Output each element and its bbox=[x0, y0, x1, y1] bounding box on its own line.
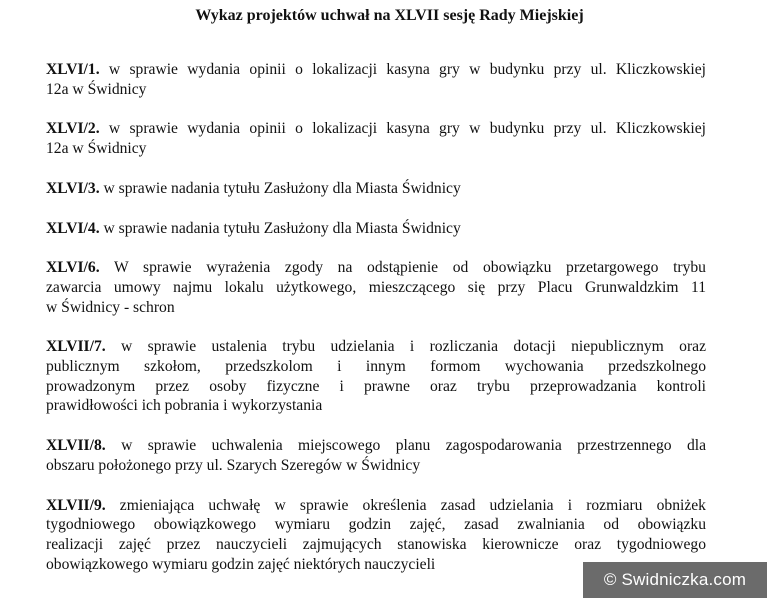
resolution-text: zmieniająca uchwałę w sprawie określenia zasad udzielania i rozmiaru obniżek bbox=[119, 496, 706, 514]
resolution-number: XLVII/7. bbox=[46, 338, 106, 356]
resolution-line bbox=[46, 219, 706, 239]
resolution-number: XLVI/2. bbox=[46, 120, 100, 138]
resolution-line bbox=[46, 515, 706, 535]
resolution-text: w sprawie ustalenia trybu udzielania i rozliczania dotacji niepublicznym oraz bbox=[121, 338, 706, 356]
resolution-number: XLVII/9. bbox=[46, 496, 106, 514]
resolution-text: 12a w Świdnicy bbox=[46, 80, 147, 98]
resolution-text: w Świdnicy - schron bbox=[46, 298, 175, 316]
resolution-text: w sprawie nadania tytułu Zasłużony dla Miasta Świdnicy bbox=[103, 219, 461, 237]
resolution-number: XLVI/1. bbox=[46, 61, 100, 78]
resolution-item bbox=[46, 179, 706, 199]
resolution-line bbox=[46, 456, 706, 476]
resolution-line bbox=[46, 139, 706, 159]
resolution-text: realizacji zajęć przez nauczycieli zajmujących stanowiska kierownicze oraz tygodniowego bbox=[46, 535, 706, 553]
resolution-text: 12a w Świdnicy bbox=[46, 140, 147, 158]
resolution-text: publicznym szkołom, przedszkolom i innym formom wychowania przedszkolnego bbox=[46, 358, 706, 376]
resolution-text: prawidłowości ich pobrania i wykorzystania bbox=[46, 397, 323, 415]
watermark: © Swidniczka.com bbox=[583, 562, 767, 598]
resolution-text: w sprawie wydania opinii o lokalizacji kasyna gry w budynku przy ul. Kliczkowskiej bbox=[108, 120, 706, 138]
resolution-text: w sprawie uchwalenia miejscowego planu zagospodarowania przestrzennego dla bbox=[121, 437, 706, 455]
resolution-line bbox=[46, 179, 706, 199]
resolution-line bbox=[46, 278, 706, 298]
resolution-line bbox=[46, 436, 706, 456]
resolution-number: XLVI/3. bbox=[46, 179, 100, 197]
resolution-text: zawarcia umowy najmu lokalu użytkowego, mieszczącego się przy Placu Grunwaldzkim 11 bbox=[46, 278, 706, 296]
resolution-number: XLVI/6. bbox=[46, 259, 100, 277]
resolution-line bbox=[46, 80, 706, 100]
resolution-line bbox=[46, 60, 706, 80]
resolution-text: W sprawie wyrażenia zgody na odstąpienie od obowiązku przetargowego trybu bbox=[113, 259, 706, 277]
resolution-text: tygodniowego obowiązkowego wymiaru godzin zajęć, zasad zwalniania od obowiązku bbox=[46, 516, 706, 534]
resolution-list bbox=[46, 60, 706, 594]
resolution-line bbox=[46, 298, 706, 318]
resolution-line bbox=[46, 119, 706, 139]
resolution-number: XLVI/4. bbox=[46, 219, 100, 237]
resolution-text: obszaru położonego przy ul. Szarych Szeregów w Świdnicy bbox=[46, 456, 421, 474]
resolution-line bbox=[46, 496, 706, 516]
resolution-item bbox=[46, 60, 706, 99]
resolution-text: w sprawie nadania tytułu Zasłużony dla Miasta Świdnicy bbox=[103, 179, 461, 197]
resolution-text: obowiązkowego wymiaru godzin zajęć niektórych nauczycieli bbox=[46, 555, 436, 573]
resolution-item bbox=[46, 436, 706, 475]
resolution-number: XLVII/8. bbox=[46, 437, 106, 455]
resolution-line bbox=[46, 258, 706, 278]
resolution-text: prowadzonym przez osoby fizyczne i prawne oraz trybu przeprowadzania kontroli bbox=[46, 377, 706, 395]
resolution-line bbox=[46, 377, 706, 397]
resolution-line bbox=[46, 357, 706, 377]
resolution-item bbox=[46, 119, 706, 158]
resolution-item bbox=[46, 258, 706, 317]
resolution-item bbox=[46, 219, 706, 239]
document-title: Wykaz projektów uchwał na XLVII sesję Rady Miejskiej bbox=[195, 7, 584, 24]
resolution-text: w sprawie wydania opinii o lokalizacji kasyna gry w budynku przy ul. Kliczkowskiej bbox=[108, 61, 706, 78]
resolution-line bbox=[46, 535, 706, 555]
resolution-line bbox=[46, 396, 706, 416]
resolution-line bbox=[46, 337, 706, 357]
resolution-item bbox=[46, 337, 706, 416]
